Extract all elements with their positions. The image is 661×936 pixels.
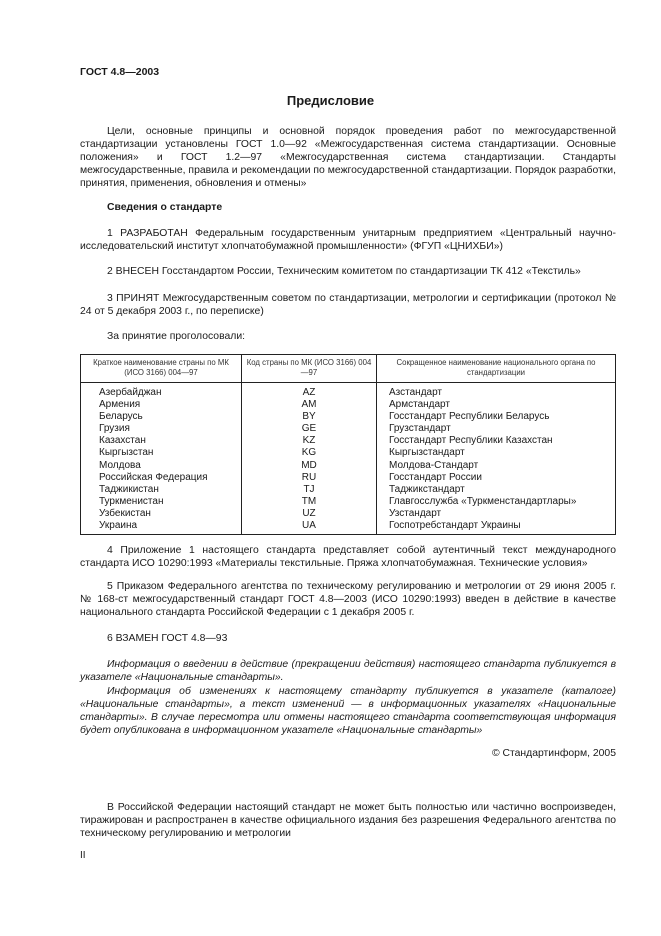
cell-code: UA xyxy=(242,520,377,535)
cell-code: KG xyxy=(242,447,377,459)
document-code-header: ГОСТ 4.8—2003 xyxy=(80,66,160,78)
item-2-paragraph: 2 ВНЕСЕН Госстандартом России, Техническим комитетом по стандартизации ТК 412 «Текстиль» xyxy=(107,266,581,277)
cell-code: AZ xyxy=(242,383,377,400)
cell-country: Туркменистан xyxy=(81,496,242,508)
cell-organization: Кыргызстандарт xyxy=(377,447,616,459)
cell-organization: Армстандарт xyxy=(377,399,616,411)
cell-code: GE xyxy=(242,423,377,435)
table-header-organization: Сокращенное наименование национального органа по стандартизации xyxy=(377,355,616,383)
cell-country: Азербайджан xyxy=(81,383,242,400)
cell-country: Беларусь xyxy=(81,411,242,423)
cell-country: Кыргызстан xyxy=(81,447,242,459)
table-row xyxy=(81,399,616,411)
about-standard-heading: Сведения о стандарте xyxy=(107,202,223,213)
cell-code: MD xyxy=(242,460,377,472)
cell-country: Армения xyxy=(81,399,242,411)
page-number: II xyxy=(80,850,86,861)
table-row xyxy=(81,484,616,496)
table-row xyxy=(81,496,616,508)
cell-code: UZ xyxy=(242,508,377,520)
intro-paragraph: Цели, основные принципы и основной порядок проведения работ по межгосударственной стандартизации установлены ГОСТ 1.0—92 «Межгосударственная система стандартизации. Основные положения» и ГОСТ 1.2—97 «Межгосударственная система стандартизации. Стандарты межгосударственные, правила и рекомендации по межгосударственной стандартизации. Порядок разработки, принятия, применения, обновления и отмены» xyxy=(80,126,616,189)
table-row xyxy=(81,411,616,423)
cell-code: TJ xyxy=(242,484,377,496)
table-header-country: Краткое наименование страны по МК (ИСО 3166) 004—97 xyxy=(81,355,242,383)
cell-country: Российская Федерация xyxy=(81,472,242,484)
cell-organization: Госстандарт России xyxy=(377,472,616,484)
table-row xyxy=(81,383,616,400)
cell-organization: Госстандарт Республики Казахстан xyxy=(377,435,616,447)
table-row xyxy=(81,447,616,459)
cell-organization: Молдова-Стандарт xyxy=(377,460,616,472)
cell-organization: Узстандарт xyxy=(377,508,616,520)
legal-notice-paragraph: В Российской Федерации настоящий стандарт не может быть полностью или частично воспроизведен, тиражирован и распространен в качестве официального издания без разрешения Федерального агентства по техническому регулированию и метрологии xyxy=(80,802,616,839)
page-title: Предисловие xyxy=(286,93,375,108)
table-row xyxy=(81,508,616,520)
cell-organization: Госпотребстандарт Украины xyxy=(377,520,616,535)
item-3-paragraph: 3 ПРИНЯТ Межгосударственным советом по стандартизации, метрологии и сертификации (протокол № 24 от 5 декабря 2003 г., по переписке) xyxy=(80,293,616,317)
table-row xyxy=(81,472,616,484)
cell-country: Молдова xyxy=(81,460,242,472)
cell-code: TM xyxy=(242,496,377,508)
table-header-row xyxy=(81,355,616,383)
cell-organization: Азстандарт xyxy=(377,383,616,400)
table-row xyxy=(81,460,616,472)
cell-country: Грузия xyxy=(81,423,242,435)
cell-code: KZ xyxy=(242,435,377,447)
voting-countries-table xyxy=(80,354,616,535)
cell-organization: Госстандарт Республики Беларусь xyxy=(377,411,616,423)
cell-organization: Грузстандарт xyxy=(377,423,616,435)
cell-country: Таджикистан xyxy=(81,484,242,496)
item-5-paragraph: 5 Приказом Федерального агентства по техническому регулированию и метрологии от 29 июня 2005 г. № 168-ст межгосударственный стандарт ГОСТ 4.8—2003 (ИСО 10290:1993) введен в действие в качестве национального стандарта Российской Федерации с 1 декабря 2005 г. xyxy=(80,581,616,618)
cell-country: Украина xyxy=(81,520,242,535)
info-introduction-paragraph: Информация о введении в действие (прекращении действия) настоящего стандарта публикуется в указателе «Национальные стандарты». xyxy=(80,659,616,683)
voted-label: За принятие проголосовали: xyxy=(107,331,246,342)
item-1-paragraph: 1 РАЗРАБОТАН Федеральным государственным унитарным предприятием «Центральный научно-исследовательский институт хлопчатобумажной промышленности» (ФГУП «ЦНИХБИ») xyxy=(80,228,616,252)
cell-code: BY xyxy=(242,411,377,423)
cell-organization: Таджикстандарт xyxy=(377,484,616,496)
cell-code: RU xyxy=(242,472,377,484)
table-row xyxy=(81,520,616,535)
cell-country: Казахстан xyxy=(81,435,242,447)
table-row xyxy=(81,435,616,447)
copyright-notice: © Стандартинформ, 2005 xyxy=(491,748,616,759)
table-header-code: Код страны по МК (ИСО 3166) 004—97 xyxy=(242,355,377,383)
item-4-paragraph: 4 Приложение 1 настоящего стандарта представляет собой аутентичный текст международного стандарта ИСО 10290:1993 «Материалы текстильные. Пряжа хлопчатобумажная. Технические условия» xyxy=(80,545,616,569)
item-6-paragraph: 6 ВЗАМЕН ГОСТ 4.8—93 xyxy=(107,633,228,644)
cell-country: Узбекистан xyxy=(81,508,242,520)
info-changes-paragraph: Информация об изменениях к настоящему стандарту публикуется в указателе (каталоге) «Национальные стандарты», а текст изменений — в информационных указателях «Национальные стандарты». В случае пересмотра или отмены настоящего стандарта соответствующая информация будет опубликована в информационном указателе «Национальные стандарты» xyxy=(80,686,616,736)
cell-organization: Главгосслужба «Туркменстандартлары» xyxy=(377,496,616,508)
table-row xyxy=(81,423,616,435)
cell-code: AM xyxy=(242,399,377,411)
table-body xyxy=(81,383,616,535)
